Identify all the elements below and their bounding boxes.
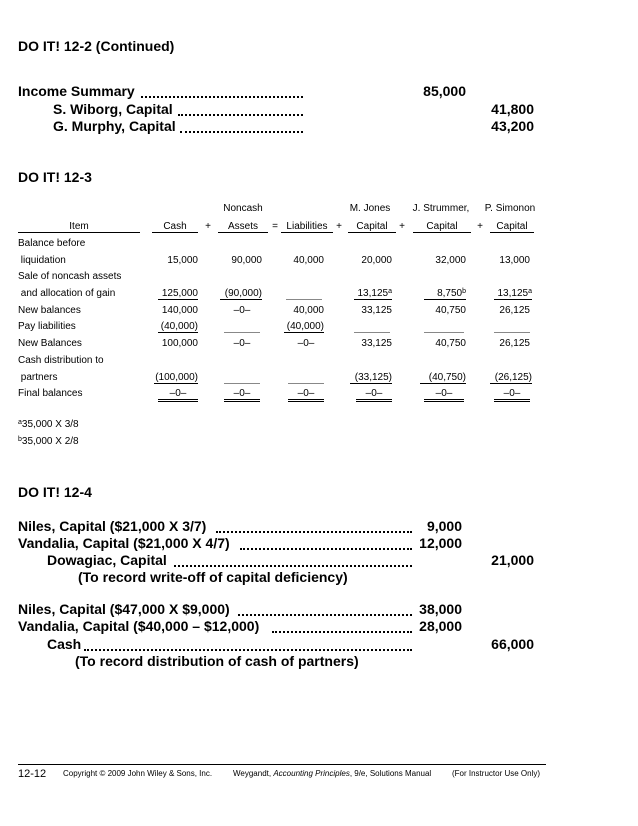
cell-simonon: 26,125	[499, 338, 530, 349]
cell-assets: –0–	[233, 338, 251, 349]
cell-strummer: 40,750	[435, 338, 466, 349]
cell-simonon: 13,000	[499, 255, 530, 266]
cell-assets: –0–	[233, 305, 251, 316]
vandalia-capital-debit: 28,000	[419, 618, 462, 634]
cell-strummer: 32,000	[435, 255, 466, 266]
cell-simonon: 13,125$^a$	[494, 288, 532, 300]
leader-dots	[84, 649, 412, 651]
murphy-capital-credit: 43,200	[491, 118, 534, 134]
cell-jones: 13,125$^a$	[354, 288, 392, 300]
blank-underline	[354, 332, 390, 333]
cell-simonon: 26,125	[499, 305, 530, 316]
niles-capital-label: Niles, Capital ($47,000 X $9,000)	[18, 601, 230, 617]
header-item: Item	[18, 221, 140, 233]
vandalia-capital-debit: 12,000	[419, 535, 462, 551]
row-item: Cash distribution to	[18, 355, 104, 366]
cell-jones: 33,125	[361, 305, 392, 316]
income-summary-debit: 85,000	[423, 83, 466, 99]
leader-dots	[178, 114, 303, 116]
cell-liabilities: –0–	[288, 388, 324, 402]
niles-capital-debit: 9,000	[426, 518, 462, 534]
header-jones: M. Jones	[349, 203, 391, 214]
entry1-explanation: (To record write-off of capital deficiency)	[78, 569, 348, 585]
row-item: Final balances	[18, 388, 83, 399]
row-item: liquidation	[18, 255, 66, 266]
leader-dots	[240, 548, 412, 550]
dowagiac-capital-credit: 21,000	[491, 552, 534, 568]
wiborg-capital-credit: 41,800	[491, 101, 534, 117]
header-strummer: J. Strummer,	[412, 203, 470, 214]
book-citation: Weygandt, Accounting Principles, 9/e, Solutions Manual	[233, 769, 432, 778]
instructor-note: (For Instructor Use Only)	[452, 769, 541, 778]
row-item: and allocation of gain	[18, 288, 116, 299]
niles-capital-debit: 38,000	[419, 601, 462, 617]
header-noncash: Noncash	[223, 203, 263, 214]
leader-dots	[180, 131, 303, 133]
section-title-12-4: DO IT! 12-4	[18, 484, 92, 500]
cell-cash: –0–	[158, 388, 198, 402]
header-capital-simonon: Capital	[490, 221, 534, 233]
header-equals: =	[272, 221, 278, 232]
cell-jones: (33,125)	[350, 372, 392, 384]
header-cash: Cash	[152, 221, 198, 233]
leader-dots	[238, 614, 412, 616]
blank-underline	[494, 332, 530, 333]
cell-strummer: (40,750)	[420, 372, 466, 384]
row-item: Balance before	[18, 238, 86, 249]
cell-cash: 140,000	[161, 305, 198, 316]
header-capital-strummer: Capital	[413, 221, 471, 233]
blank-underline	[224, 332, 260, 333]
cell-liabilities: 40,000	[293, 255, 324, 266]
row-item: Pay liabilities	[18, 321, 76, 332]
cell-liabilities: 40,000	[293, 305, 324, 316]
header-plus-3: +	[399, 221, 405, 232]
row-item: New Balances	[18, 338, 82, 349]
header-plus-1: +	[205, 221, 211, 232]
cell-liabilities: –0–	[297, 338, 315, 349]
copyright-text: Copyright © 2009 John Wiley & Sons, Inc.	[63, 769, 213, 778]
vandalia-capital-label: Vandalia, Capital ($40,000 – $12,000)	[18, 618, 260, 634]
blank-underline	[424, 332, 464, 333]
header-plus-4: +	[477, 221, 483, 232]
blank-underline	[286, 299, 322, 300]
cell-jones: 20,000	[361, 255, 392, 266]
section-title-12-3: DO IT! 12-3	[18, 169, 92, 185]
cell-jones: –0–	[356, 388, 392, 402]
cell-simonon: –0–	[494, 388, 530, 402]
cash-credit: 66,000	[491, 636, 534, 652]
row-item: Sale of noncash assets	[18, 271, 122, 282]
header-plus-2: +	[336, 221, 342, 232]
leader-dots	[174, 565, 412, 567]
section-title-12-2: DO IT! 12-2 (Continued)	[18, 38, 175, 54]
cell-cash: 100,000	[161, 338, 198, 349]
cell-simonon: (26,125)	[490, 372, 532, 384]
cell-cash: 125,000	[158, 288, 198, 300]
footer-rule	[18, 764, 546, 765]
income-summary-label: Income Summary	[18, 83, 135, 99]
cell-assets: (90,000)	[220, 288, 262, 300]
vandalia-capital-label: Vandalia, Capital ($21,000 X 4/7)	[18, 535, 230, 551]
cell-cash: 15,000	[167, 255, 198, 266]
niles-capital-label: Niles, Capital ($21,000 X 3/7)	[18, 518, 207, 534]
header-assets: Assets	[218, 221, 268, 233]
cell-cash: (40,000)	[158, 321, 198, 333]
cell-cash: (100,000)	[155, 372, 198, 383]
leader-dots	[272, 631, 412, 633]
wiborg-capital-label: S. Wiborg, Capital	[53, 101, 173, 117]
header-simonon: P. Simonon	[484, 203, 536, 214]
header-capital-jones: Capital	[348, 221, 396, 233]
entry2-explanation: (To record distribution of cash of partners)	[75, 653, 359, 669]
cell-strummer: 40,750	[435, 305, 466, 316]
cell-strummer: –0–	[424, 388, 464, 402]
page-number: 12-12	[18, 768, 47, 780]
header-liabilities: Liabilities	[281, 221, 333, 233]
row-item: partners	[18, 372, 58, 383]
cell-jones: 33,125	[361, 338, 392, 349]
footnote-a: $^a$35,000 X 3/8	[18, 419, 79, 430]
cash-label: Cash	[47, 636, 82, 652]
blank-underline	[288, 383, 324, 384]
cell-assets: 90,000	[231, 255, 262, 266]
cell-liabilities: (40,000)	[284, 321, 324, 333]
footnote-b: $^b$35,000 X 2/8	[18, 436, 79, 447]
leader-dots	[216, 531, 412, 533]
cell-assets: –0–	[224, 388, 260, 402]
murphy-capital-label: G. Murphy, Capital	[53, 118, 176, 134]
blank-underline	[224, 383, 260, 384]
cell-strummer: 8,750$^b$	[424, 288, 466, 300]
dowagiac-capital-label: Dowagiac, Capital	[47, 552, 167, 568]
leader-dots	[141, 96, 303, 98]
row-item: New balances	[18, 305, 81, 316]
